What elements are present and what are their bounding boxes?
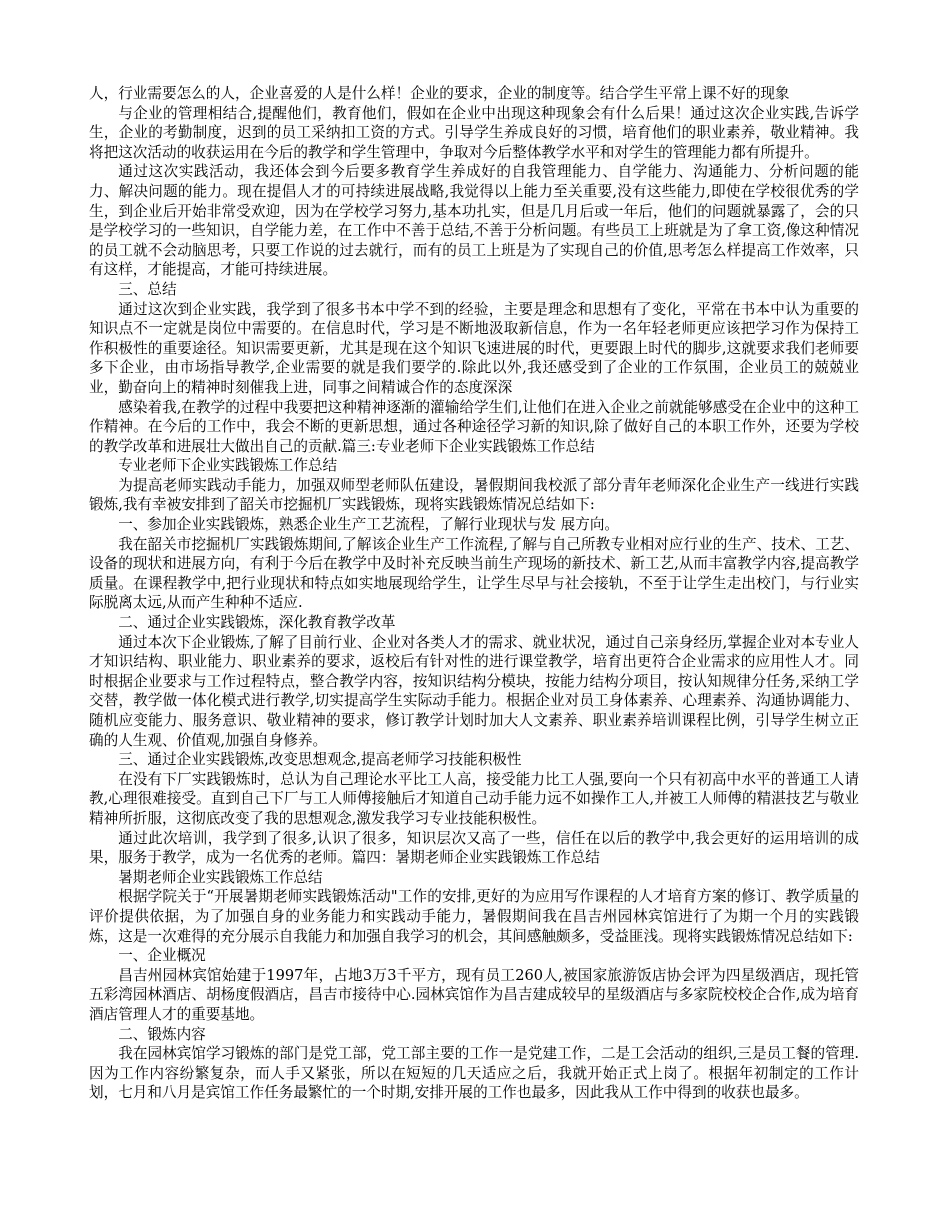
paragraph: 我在韶关市挖掘机厂实践锻炼期间,了解该企业生产工作流程,了解与自己所教专业相对应行业的生产、技术、工艺、设备的现状和进展方向，有利于今后在教学中及时补充反映当前生产现场的新技术、新工艺,从而丰富教学内容,提高教学质量。在课程教学中,把行业现状和特点如实地展现给学生，让学生尽早与社会接轨，不至于让学生走出校门，与行业实际脱离太远,从而产生种种不适应. bbox=[89, 535, 859, 612]
section-heading: 一、参加企业实践锻炼，熟悉企业生产工艺流程，了解行业现状与发 展方向。 bbox=[118, 516, 620, 534]
paragraph: 感染着我,在教学的过程中我要把这种精神逐渐的灌输给学生们,让他们在进入企业之前就能够感受在企业中的这种工作精神。在今后的工作中，我会不断的更新思想，通过各种途径学习新的知识,除了做好自己的本职工作外，还要为学校的教学改革和进展壮大做出自己的贡献.篇三:专业老师下企业实践锻炼工作总结 bbox=[89, 398, 859, 455]
section-heading: 专业老师下企业实践锻炼工作总结 bbox=[118, 457, 338, 475]
paragraph: 通过本次下企业锻炼,了解了目前行业、企业对各类人才的需求、就业状况，通过自己亲身经历,掌握企业对本专业人才知识结构、职业能力、职业素养的要求，返校后有针对性的进行课堂教学，培育出更符合企业需求的应用性人才。同时根据企业要求与工作过程特点，整合教学内容，按知识结构分模块，按能力结构分项目，按认知规律分任务,采纳工学交替，教学做一体化模式进行教学,切实提高学生实际动手能力。根据企业对员工身体素养、心理素养、沟通协调能力、随机应变能力、服务意识、敬业精神的要求，修订教学计划时加大人文素养、职业素养培训课程比例，引导学生树立正确的人生观、价值观,加强自身修养。 bbox=[89, 633, 859, 749]
paragraph: 与企业的管理相结合,提醒他们，教育他们，假如在企业中出现这种现象会有什么后果！通过这次企业实践,告诉学生，企业的考勤制度，迟到的员工采纳扣工资的方式。引导学生养成良好的习惯，培育他们的职业素养，敬业精神。我将把这次活动的收获运用在今后的教学和学生管理中，争取对今后整体教学水平和对学生的管理能力都有所提升。 bbox=[89, 104, 859, 161]
section-heading: 二、通过企业实践锻炼，深化教育教学改革 bbox=[118, 614, 396, 632]
section-heading: 三、总结 bbox=[118, 280, 177, 298]
paragraph: 昌吉州园林宾馆始建于1997年，占地3万3千平方，现有员工260人,被国家旅游饭店协会评为四星级酒店，现托管五彩湾园林酒店、胡杨度假酒店，昌吉市接待中心.园林宾馆作为昌吉建成较早的星级酒店与多家院校校企合作,成为培育酒店管理人才的重要基地。 bbox=[89, 966, 859, 1023]
paragraph: 人，行业需要怎么的人，企业喜爱的人是什么样！企业的要求，企业的制度等。结合学生平常上课不好的现象 bbox=[89, 85, 790, 102]
paragraph: 通过此次培训，我学到了很多,认识了很多，知识层次又高了一些，信任在以后的教学中,我会更好的运用培训的成果，服务于教学，成为一名优秀的老师。篇四：暑期老师企业实践锻炼工作总结 bbox=[89, 829, 859, 867]
section-heading: 三、通过企业实践锻炼,改变思想观念,提高老师学习技能积极性 bbox=[118, 751, 522, 769]
paragraph: 通过这次到企业实践，我学到了很多书本中学不到的经验，主要是理念和思想有了变化，平常在书本中认为重要的知识点不一定就是岗位中需要的。在信息时代，学习是不断地汲取新信息，作为一名年轻老师更应该把学习作为保持工作积极性的重要途径。知识需要更新，尤其是现在这个知识飞速进展的时代，更要跟上时代的脚步,这就要求我们老师要多下企业，由市场指导教学,企业需要的就是我们要学的.除此以外,我还感受到了企业的工作氛围，企业员工的兢兢业业，勤奋向上的精神时刻催我上进，同事之间精诚合作的态度深深 bbox=[89, 300, 859, 396]
paragraph: 通过这次实践活动，我还体会到今后要多教育学生养成好的自我管理能力、自学能力、沟通能力、分析问题的能力、解决问题的能力。现在提倡人才的可持续进展战略,我觉得以上能力至关重要,没有这些能力,即使在学校很优秀的学生，到企业后开始非常受欢迎，因为在学校学习努力,基本功扎实，但是几月后或一年后，他们的问题就暴露了，会的只是学校学习的一些知识，自学能力差，在工作中不善于总结,不善于分析问题。有些员工上班就是为了拿工资,像这种情况的员工就不会动脑思考，只要工作说的过去就行，而有的员工上班是为了实现自己的价值,思考怎么样提高工作效率，只有这样，才能提高，才能可持续进展。 bbox=[89, 163, 859, 279]
document-body bbox=[89, 84, 859, 1103]
paragraph: 我在园林宾馆学习锻炼的部门是党工部，党工部主要的工作一是党建工作，二是工会活动的组织,三是员工餐的管理.因为工作内容纷繁复杂，而人手又紧张，所以在短短的几天适应之后，我就开始正式上岗了。根据年初制定的工作计划，七月和八月是宾馆工作任务最繁忙的一个时期,安排开展的工作也最多，因此我从工作中得到的收获也最多。 bbox=[89, 1045, 859, 1102]
paragraph: 根据学院关于“开展暑期老师实践锻炼活动"工作的安排,更好的为应用写作课程的人才培育方案的修订、教学质量的评价提供依据，为了加强自身的业务能力和实践动手能力，暑假期间我在昌吉州园林宾馆进行了为期一个月的实践锻炼，这是一次难得的充分展示自我能力和加强自我学习的机会，其间感触颇多，受益匪浅。现将实践锻炼情况总结如下: bbox=[89, 888, 859, 945]
paragraph: 在没有下厂实践锻炼时，总认为自己理论水平比工人高，接受能力比工人强,要向一个只有初高中水平的普通工人请教,心理很难接受。直到自己下厂与工人师傅接触后才知道自己动手能力远不如操作工人,并被工人师傅的精湛技艺与敬业精神所折服，这彻底改变了我的思想观念,激发我学习专业技能积极性。 bbox=[89, 770, 859, 827]
section-heading: 二、锻炼内容 bbox=[118, 1025, 206, 1043]
paragraph: 为提高老师实践动手能力，加强双师型老师队伍建设，暑假期间我校派了部分青年老师深化企业生产一线进行实践锻炼,我有幸被安排到了韶关市挖掘机厂实践锻炼，现将实践锻炼情况总结如下: bbox=[89, 476, 859, 514]
section-heading: 暑期老师企业实践锻炼工作总结 bbox=[118, 868, 323, 886]
section-heading: 一、企业概况 bbox=[118, 947, 206, 965]
